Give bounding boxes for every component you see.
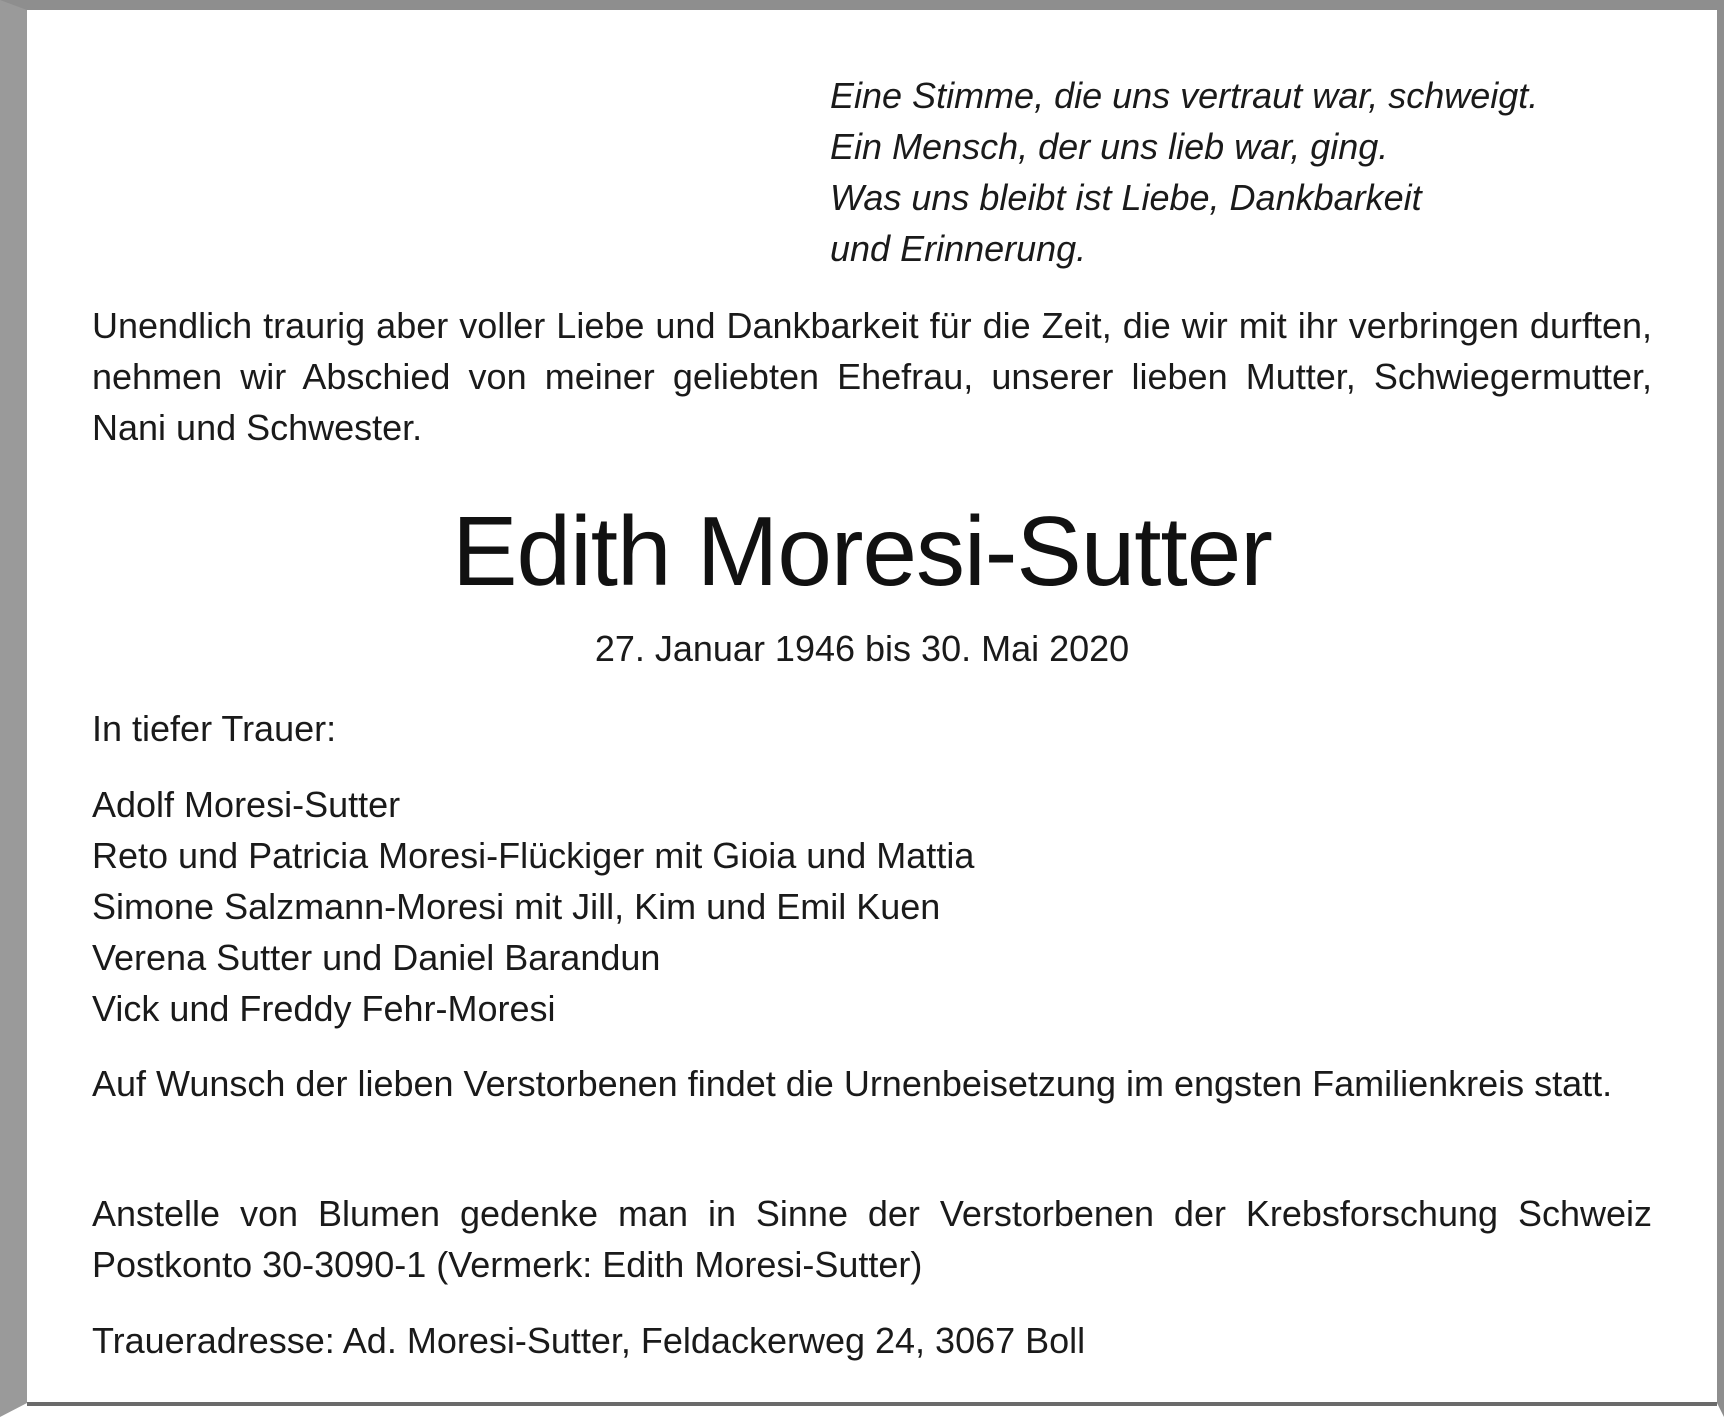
- verse-line: Eine Stimme, die uns vertraut war, schweigt.: [830, 75, 1539, 116]
- life-dates: 27. Januar 1946 bis 30. Mai 2020: [594, 628, 1130, 669]
- right-border-rule: [1717, 0, 1724, 1402]
- mourner-entry: Adolf Moresi-Sutter: [92, 784, 401, 825]
- memorial-verse: [830, 70, 1538, 274]
- burial-note: Auf Wunsch der lieben Verstorbenen findet die Urnenbeisetzung im engsten Familienkreis statt.: [92, 1063, 1613, 1104]
- donation-note: Anstelle von Blumen gedenke man in Sinne der Verstorbenen der Krebsforschung Schweiz Postkonto 30-3090-1 (Vermerk: Edith Moresi-Sutter): [92, 1193, 1652, 1285]
- mourning-label: In tiefer Trauer:: [92, 708, 337, 749]
- bottom-border-rule: [27, 1402, 1717, 1406]
- verse-line: und Erinnerung.: [830, 228, 1087, 269]
- mourner-entry: Simone Salzmann-Moresi mit Jill, Kim und Emil Kuen: [92, 886, 941, 927]
- mourners-list: [92, 779, 974, 1034]
- mourner-entry: Vick und Freddy Fehr-Moresi: [92, 988, 556, 1029]
- deceased-name: Edith Moresi-Sutter: [452, 496, 1272, 606]
- verse-line: Was uns bleibt ist Liebe, Dankbarkeit: [830, 177, 1422, 218]
- mourner-entry: Verena Sutter und Daniel Barandun: [92, 937, 661, 978]
- intro-paragraph: Unendlich traurig aber voller Liebe und Dankbarkeit für die Zeit, die wir mit ihr verbringen durften, nehmen wir Abschied von meiner geliebten Ehefrau, unserer lieben Mutter, Schwiegermutter, Nani und Schwester.: [92, 305, 1652, 448]
- verse-line: Ein Mensch, der uns lieb war, ging.: [830, 126, 1389, 167]
- mourning-address: Traueradresse: Ad. Moresi-Sutter, Feldackerweg 24, 3067 Boll: [92, 1320, 1086, 1361]
- mourner-entry: Reto und Patricia Moresi-Flückiger mit Gioia und Mattia: [92, 835, 975, 876]
